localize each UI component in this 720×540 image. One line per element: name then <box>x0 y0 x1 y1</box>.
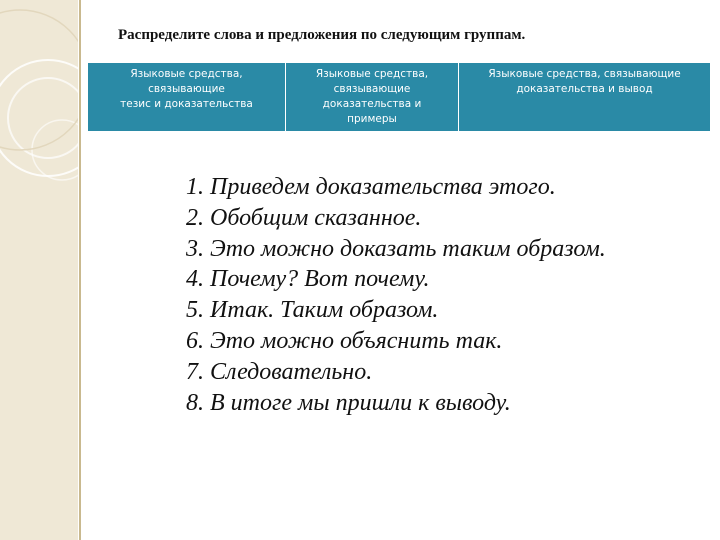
header-line: связывающие <box>333 83 411 95</box>
phrase-list <box>186 172 606 418</box>
header-line: доказательства и вывод <box>516 83 653 95</box>
list-item: 5. Итак. Таким образом. <box>186 297 439 324</box>
header-column-evidence-examples <box>285 63 458 131</box>
group-header-table <box>88 63 710 131</box>
list-item: 2. Обобщим сказанное. <box>186 204 422 231</box>
header-line: связывающие <box>148 83 225 95</box>
decorative-rings-graphic <box>0 0 78 540</box>
list-item: 3. Это можно доказать таким образом. <box>186 235 606 262</box>
header-line: тезис и доказательства <box>120 98 253 110</box>
header-column-evidence-conclusion <box>458 63 710 131</box>
header-line: доказательства и <box>322 98 422 110</box>
header-line: Языковые средства, связывающие <box>488 68 681 80</box>
header-line: Языковые средства, <box>315 68 429 80</box>
panel-divider <box>79 0 81 540</box>
list-item: 6. Это можно объяснить так. <box>186 327 503 354</box>
decorative-side-panel <box>0 0 78 540</box>
header-column-thesis-evidence <box>88 63 285 131</box>
list-item: 8. В итоге мы пришли к выводу. <box>186 389 511 416</box>
page-title: Распределите слова и предложения по следующим группам. <box>118 27 526 43</box>
header-line: Языковые средства, <box>130 68 243 80</box>
list-item: 7. Следовательно. <box>186 358 373 385</box>
list-item: 1. Приведем доказательства этого. <box>186 174 556 200</box>
list-item: 4. Почему? Вот почему. <box>186 266 430 293</box>
header-line: примеры <box>347 113 397 125</box>
